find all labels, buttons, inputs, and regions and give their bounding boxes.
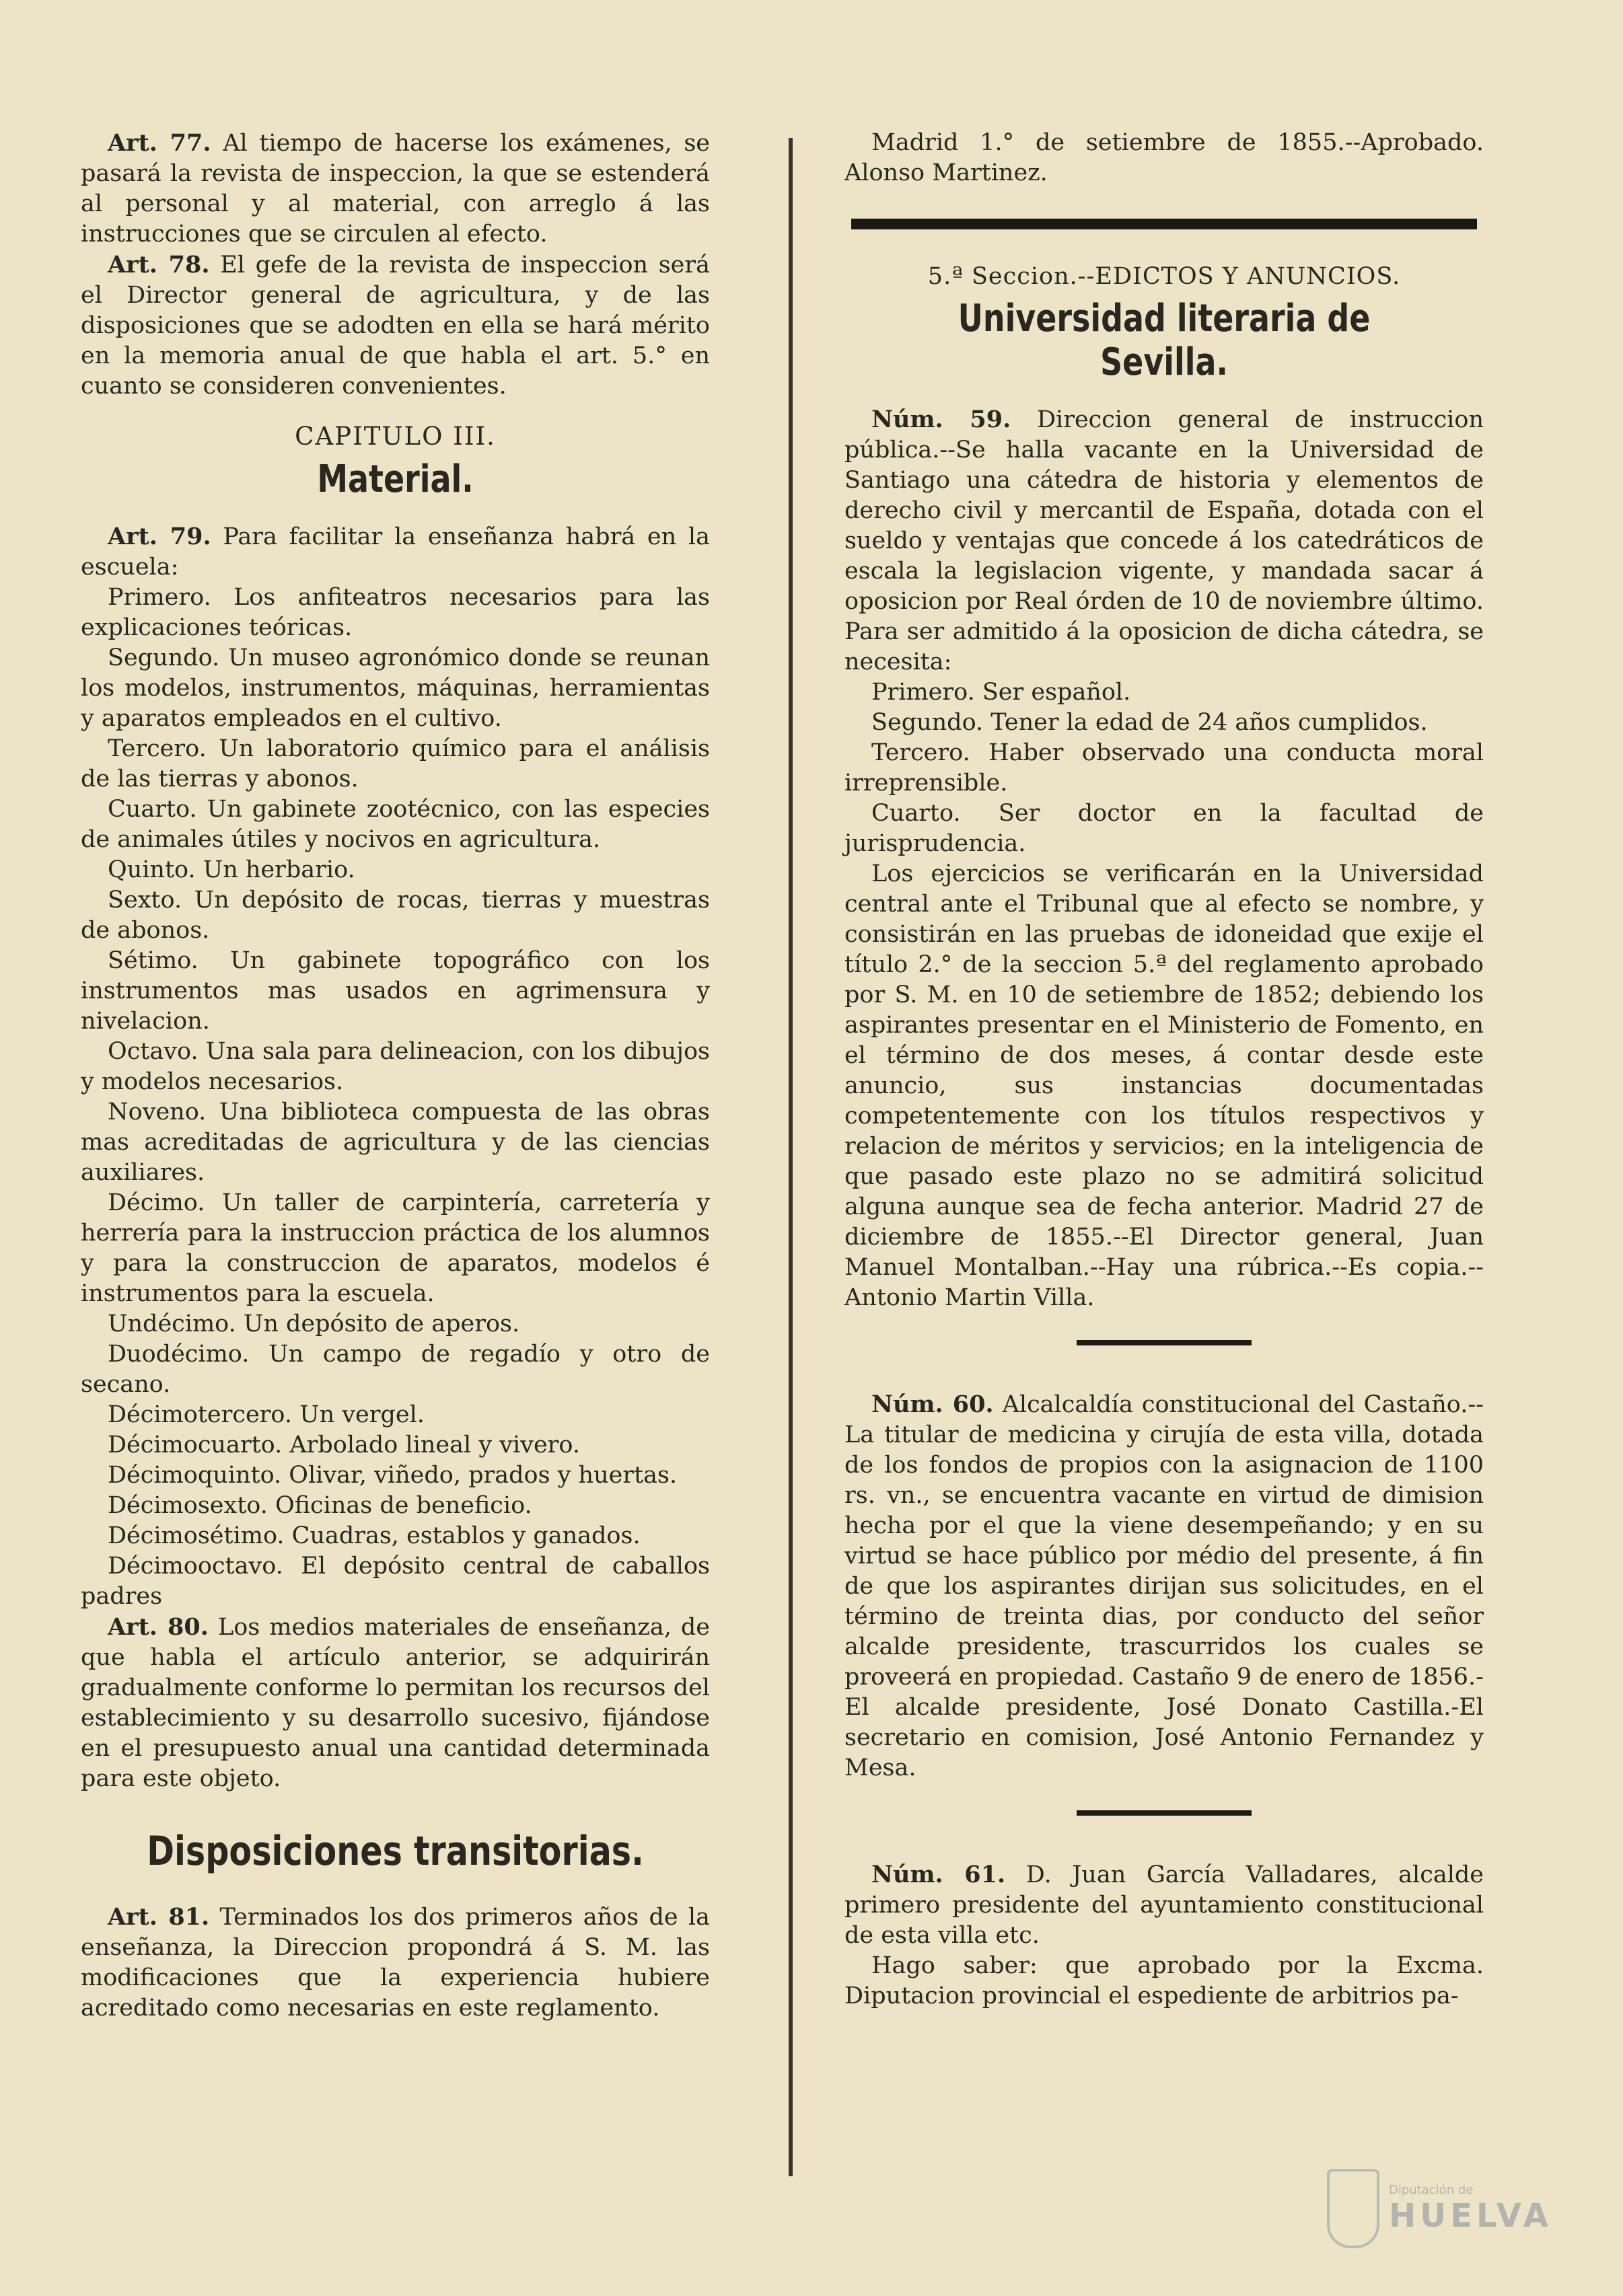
- notice-59-body: Los ejercicios se verificarán en la Universidad central ante el Tribunal que al efecto se nombre, y consistirán en las pruebas de idoneidad que exije el título 2.° de la seccion 5.ª del reglamento aprobado por S. M. en 10 de setiembre de 1852; debiendo los aspirantes presentar en el Ministerio de Fomento, en el término de dos meses, á contar desde este anuncio, sus instancias documentadas competentemente con los títulos respectivos y relacion de méritos y servicios; en la inteligencia de que pasado este plazo no se admitirá solicitud alguna aunque sea de fecha anterior. Madrid 27 de diciembre de 1855.--El Director general, Juan Manuel Montalban.--Hay una rúbrica.--Es copia.--Antonio Martin Villa.: [844, 860, 1484, 1311]
- list-item: Noveno. Una biblioteca compuesta de las obras mas acreditadas de agricultura y de las ciencias auxiliares.: [81, 1099, 710, 1186]
- list-item: Décimo. Un taller de carpintería, carretería y herrería para la instruccion práctica de los alumnos y para la construccion de aparatos, modelos é instrumentos para la escuela.: [81, 1189, 710, 1307]
- column-divider: [789, 138, 793, 2176]
- requirement-item: Primero. Ser español.: [871, 679, 1131, 706]
- article-80: Art. 80. Los medios materiales de enseñanza, de que habla el artículo anterior, se adquirirán gradualmente conforme lo permitan los recursos del establecimiento y su desarrollo sucesivo, fijándose en el presupuesto anual una cantidad determinada para este objeto.: [81, 1613, 710, 1792]
- notice-61-body: Hago saber: que aprobado por la Excma. Diputacion provincial el espediente de arbitrios pa-: [844, 1952, 1484, 2009]
- section-label: 5.ª Seccion.--EDICTOS Y ANUNCIOS.: [927, 263, 1401, 290]
- list-item: Cuarto. Un gabinete zootécnico, con las especies de animales útiles y nocivos en agricultura.: [81, 796, 710, 853]
- list-item: Décimotercero. Un vergel.: [108, 1401, 425, 1428]
- list-item: Décimooctavo. El depósito central de caballos padres: [81, 1553, 710, 1610]
- notice-60: Núm. 60. Alcalcaldía constitucional del Castaño.--La titular de medicina y cirujía de esta villa, dotada de los fondos de propios con la asignacion de 1100 rs. vn., se encuentra vacante en virtud de dimision hecha por el que la viene desempeñando; y en su virtud se hace público por médio del presente, á fin de que los aspirantes dirijan sus solicitudes, en el término de treinta dias, por conducto del señor alcalde presidente, trascurridos los cuales se proveerá en propiedad. Castaño 9 de enero de 1856.-El alcalde presidente, José Donato Castilla.-El secretario en comision, José Antonio Fernandez y Mesa.: [844, 1391, 1484, 1781]
- chapter-title: CAPITULO III.: [295, 422, 496, 451]
- list-item: Primero. Los anfiteatros necesarios para las explicaciones teóricas.: [81, 584, 710, 641]
- list-item: Sétimo. Un gabinete topográfico con los instrumentos mas usados en agrimensura y nivelacion.: [81, 947, 710, 1035]
- list-item: Décimoquinto. Olivar, viñedo, prados y huertas.: [108, 1462, 678, 1489]
- right-column: [844, 128, 1484, 2011]
- list-item: Décimosétimo. Cuadras, establos y ganados.: [108, 1522, 641, 1549]
- archive-watermark: [1327, 2158, 1583, 2259]
- notice-separator: [1077, 1810, 1252, 1816]
- left-column: [81, 128, 710, 2024]
- requirement-item: Cuarto. Ser doctor en la facultad de jurisprudencia.: [844, 800, 1484, 857]
- university-heading: Universidad literaria de Sevilla.: [958, 297, 1371, 384]
- closing-signature: Madrid 1.° de setiembre de 1855.--Aprobado. Alonso Martinez.: [844, 129, 1484, 186]
- list-item: Segundo. Un museo agronómico donde se reunan los modelos, instrumentos, máquinas, herramientas y aparatos empleados en el cultivo.: [81, 644, 710, 732]
- list-item: Undécimo. Un depósito de aperos.: [108, 1310, 520, 1337]
- requirement-item: Tercero. Haber observado una conducta moral irreprensible.: [844, 739, 1484, 797]
- requirement-item: Segundo. Tener la edad de 24 años cumplidos.: [871, 709, 1428, 736]
- notice-separator: [1077, 1340, 1252, 1345]
- article-78: Art. 78. El gefe de la revista de inspeccion será el Director general de agricultura, y de las disposiciones que se adodten en ella se hará mérito en la memoria anual de que habla el art. 5.° en cuanto se consideren convenientes.: [81, 251, 710, 400]
- list-item: Quinto. Un herbario.: [108, 856, 355, 883]
- transitorias-heading: Disposiciones transitorias.: [147, 1828, 644, 1875]
- notice-61: Núm. 61. D. Juan García Valladares, alcalde primero presidente del ayuntamiento constitucional de esta villa etc.: [844, 1861, 1484, 1949]
- list-item: Décimosexto. Oficinas de beneficio.: [108, 1492, 532, 1519]
- notice-59: Núm. 59. Direccion general de instruccion pública.--Se halla vacante en la Universidad de Santiago una cátedra de historia y elementos de derecho civil y mercantil de España, dotada con el sueldo y ventajas que concede á los catedráticos de escala la legislacion vigente, y mandada sacar á oposicion por Real órden de 10 de noviembre último. Para ser admitido á la oposicion de dicha cátedra, se necesita:: [844, 406, 1484, 675]
- article-79: Art. 79. Para facilitar la enseñanza habrá en la escuela:: [81, 523, 710, 581]
- material-heading: Material.: [317, 457, 474, 501]
- list-item: Tercero. Un laboratorio químico para el análisis de las tierras y abonos.: [81, 735, 710, 792]
- article-77: Art. 77. Al tiempo de hacerse los exámenes, se pasará la revista de inspeccion, la que se estenderá al personal y al material, con arreglo á las instrucciones que se circulen al efecto.: [81, 129, 710, 248]
- article-81: Art. 81. Terminados los dos primeros años de la enseñanza, la Direccion propondrá á S. M. las modificaciones que la experiencia hubiere acreditado como necesarias en este reglamento.: [81, 1903, 710, 2022]
- list-item: Octavo. Una sala para delineacion, con los dibujos y modelos necesarios.: [81, 1038, 710, 1095]
- watermark-text: Diputación de HUELVA: [1389, 2182, 1552, 2235]
- section-rule: [851, 219, 1477, 229]
- list-item: Sexto. Un depósito de rocas, tierras y muestras de abonos.: [81, 887, 710, 944]
- list-item: Décimocuarto. Arbolado lineal y vivero.: [108, 1432, 580, 1458]
- list-item: Duodécimo. Un campo de regadío y otro de secano.: [81, 1341, 710, 1398]
- shield-icon: [1327, 2169, 1379, 2248]
